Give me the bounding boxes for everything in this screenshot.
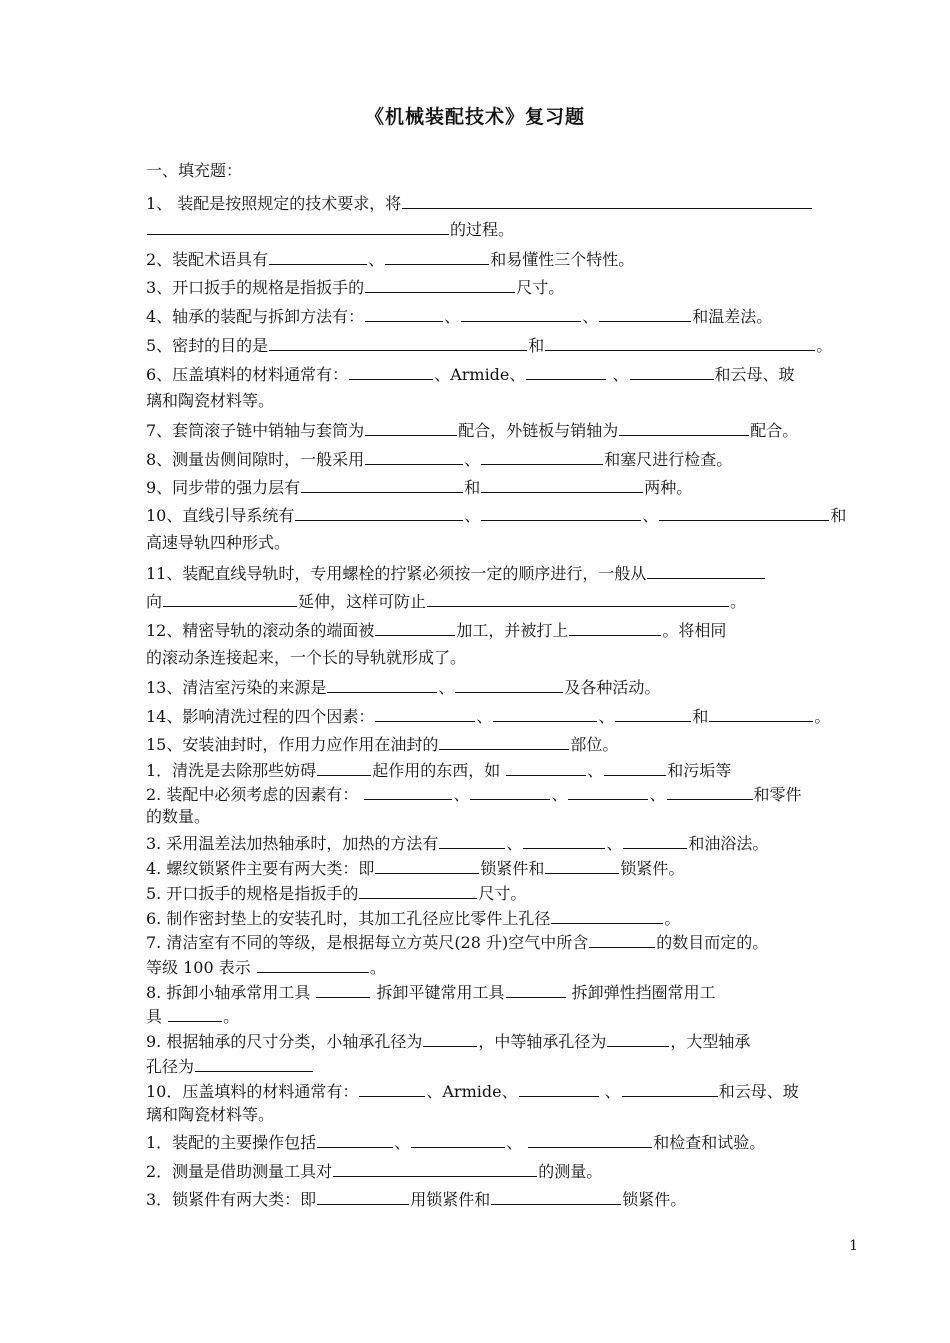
question-text: 8. 拆卸小轴承常用工具	[146, 983, 316, 1002]
document-title: 《机械装配技术》复习题	[364, 106, 585, 128]
question-line	[146, 733, 858, 755]
answer-blank[interactable]	[506, 759, 586, 776]
question-text: 具	[146, 1007, 168, 1026]
answer-blank[interactable]	[519, 1080, 599, 1097]
answer-blank[interactable]	[195, 1055, 313, 1072]
question-text: 12、精密导轨的滚动条的端面被	[146, 621, 375, 640]
question-line	[146, 448, 858, 470]
question-line	[146, 532, 858, 554]
answer-blank[interactable]	[481, 504, 641, 521]
question-line	[146, 562, 858, 584]
answer-blank[interactable]	[423, 1030, 477, 1047]
answer-blank[interactable]	[481, 476, 643, 493]
question-text: 和易懂性三个特性。	[490, 250, 635, 269]
answer-blank[interactable]	[365, 305, 443, 322]
question-text: 5、密封的目的是	[146, 336, 269, 355]
answer-blank[interactable]	[365, 276, 515, 293]
question-text: 部位。	[570, 735, 619, 754]
question-text: 11、装配直线导轨时，专用螺栓的拧紧必须按一定的顺序进行，一般从	[146, 564, 647, 583]
question-text: 向	[146, 592, 163, 611]
answer-blank[interactable]	[607, 1030, 669, 1047]
question-text: 、Armide、	[426, 1082, 518, 1101]
question-line	[146, 806, 858, 828]
answer-blank[interactable]	[667, 783, 753, 800]
question-text: 1、 装配是按照规定的技术要求，将	[146, 194, 402, 213]
answer-blank[interactable]	[545, 857, 619, 874]
question-text: 、	[506, 834, 523, 853]
question-line	[146, 619, 858, 641]
question-text: 拆卸弹性挡圈常用工	[566, 983, 716, 1002]
answer-blank[interactable]	[545, 334, 815, 351]
question-text: 和塞尺进行检查。	[604, 450, 733, 469]
answer-blank[interactable]	[506, 981, 566, 998]
question-text: 6、压盖填料的材料通常有：	[146, 365, 349, 384]
answer-blank[interactable]	[569, 619, 661, 636]
answer-blank[interactable]	[647, 562, 765, 579]
question-text: 3、开口扳手的规格是指扳手的	[146, 278, 365, 297]
question-text: 和云母、玻	[714, 365, 795, 384]
question-text: 、	[394, 1133, 411, 1152]
question-line	[146, 390, 858, 412]
question-text: 5. 开口扳手的规格是指扳手的	[146, 884, 359, 903]
question-line	[146, 676, 858, 698]
question-text: 的滚动条连接起来，一个长的导轨就形成了。	[146, 648, 467, 667]
question-text: 和油浴法。	[688, 834, 769, 853]
answer-blank[interactable]	[659, 504, 829, 521]
question-text: 2．测量是借助测量工具对	[146, 1162, 333, 1181]
question-text: 高速导轨四种形式。	[146, 533, 291, 552]
question-line	[146, 832, 858, 854]
question-line	[146, 981, 858, 1003]
answer-blank[interactable]	[470, 783, 550, 800]
question-text: 、	[453, 785, 470, 804]
answer-blank[interactable]	[619, 419, 749, 436]
question-text: 、	[607, 365, 629, 384]
question-text: 尺寸。	[478, 884, 527, 903]
question-text: 3．锁紧件有两大类：即	[146, 1190, 317, 1209]
question-text: 4. 螺纹锁紧件主要有两大类：即	[146, 859, 375, 878]
question-line	[146, 705, 858, 727]
question-line	[146, 363, 858, 385]
question-text: 10．压盖填料的材料通常有：	[146, 1082, 359, 1101]
answer-blank[interactable]	[481, 448, 603, 465]
question-text: 9、同步带的强力层有	[146, 478, 301, 497]
question-text: 。	[664, 909, 681, 928]
question-line	[146, 476, 858, 498]
answer-blank[interactable]	[168, 1005, 222, 1022]
answer-blank[interactable]	[589, 931, 655, 948]
answer-blank[interactable]	[599, 305, 691, 322]
answer-blank[interactable]	[269, 248, 367, 265]
question-line	[146, 248, 858, 270]
question-line	[146, 1104, 858, 1126]
answer-blank[interactable]	[551, 907, 663, 924]
question-text: 的过程。	[450, 220, 515, 239]
answer-blank[interactable]	[327, 676, 437, 693]
question-text: 、	[506, 1133, 528, 1152]
answer-blank[interactable]	[147, 218, 449, 235]
answer-blank[interactable]	[317, 1188, 409, 1205]
answer-blank[interactable]	[623, 832, 687, 849]
question-text: 。	[816, 336, 833, 355]
question-text: 和零件	[753, 785, 802, 804]
question-text: 、	[368, 250, 385, 269]
question-text: 和	[830, 506, 847, 525]
answer-blank[interactable]	[455, 676, 563, 693]
question-text: 、Armide、	[434, 365, 526, 384]
answer-blank[interactable]	[359, 882, 477, 899]
question-text: 9. 根据轴承的尺寸分类，小轴承孔径为	[146, 1032, 423, 1051]
question-text: 、	[476, 707, 493, 726]
question-line	[146, 590, 858, 612]
question-text: 10、直线引导系统有	[146, 506, 295, 525]
answer-blank[interactable]	[349, 363, 433, 380]
question-text: 的测量。	[538, 1162, 603, 1181]
question-text: 、	[642, 506, 659, 525]
question-text: 加工，并被打上	[456, 621, 569, 640]
question-text: 7、套筒滚子链中销轴与套筒为	[146, 421, 365, 440]
question-text: 和	[528, 336, 545, 355]
question-text: 、	[464, 450, 481, 469]
answer-blank[interactable]	[568, 783, 648, 800]
question-text: 和	[692, 707, 709, 726]
question-text: 。	[730, 592, 747, 611]
answer-blank[interactable]	[411, 1131, 505, 1148]
question-text: 和污垢等	[667, 761, 732, 780]
answer-blank[interactable]	[493, 705, 597, 722]
question-text: 。	[223, 1007, 240, 1026]
question-text: ，中等轴承孔径为	[478, 1032, 607, 1051]
question-line	[146, 192, 858, 214]
answer-blank[interactable]	[709, 705, 813, 722]
question-text: 、	[587, 761, 604, 780]
question-text: 、	[464, 506, 481, 525]
answer-blank[interactable]	[295, 504, 463, 521]
question-text: 2. 装配中必须考虑的因素有：	[146, 785, 364, 804]
answer-blank[interactable]	[375, 857, 479, 874]
answer-blank[interactable]	[364, 783, 452, 800]
question-text: 8、测量齿侧间隙时，一般采用	[146, 450, 365, 469]
question-text: 的数目而定的。	[656, 933, 769, 952]
question-line	[146, 504, 858, 526]
question-line	[146, 218, 858, 240]
question-line	[146, 305, 858, 327]
question-text: 等级 100 表示	[146, 958, 256, 977]
question-text: 、	[599, 1082, 621, 1101]
answer-blank[interactable]	[622, 1080, 718, 1097]
question-text: 延伸，这样可防止	[298, 592, 427, 611]
answer-blank[interactable]	[427, 590, 729, 607]
question-text: 及各种活动。	[564, 678, 661, 697]
question-text: 配合。	[750, 421, 799, 440]
question-line	[146, 647, 858, 669]
question-line	[146, 1030, 858, 1052]
question-line	[146, 1005, 858, 1027]
question-line	[146, 1055, 858, 1077]
question-line	[146, 1160, 858, 1182]
answer-blank[interactable]	[528, 1131, 652, 1148]
answer-blank[interactable]	[604, 759, 666, 776]
question-text: 1．装配的主要操作包括	[146, 1133, 317, 1152]
answer-blank[interactable]	[375, 619, 455, 636]
question-text: 锁紧件和	[480, 859, 545, 878]
question-text: 6. 制作密封垫上的安装孔时，其加工孔径应比零件上孔径	[146, 909, 551, 928]
question-text: 13、清洁室污染的来源是	[146, 678, 327, 697]
question-line	[146, 1188, 858, 1210]
question-text: 。将相同	[662, 621, 727, 640]
answer-blank[interactable]	[523, 832, 605, 849]
question-text: 璃和陶瓷材料等。	[146, 391, 275, 410]
question-text: 和云母、玻	[718, 1082, 799, 1101]
question-text: 。	[814, 707, 831, 726]
answer-blank[interactable]	[269, 334, 527, 351]
answer-blank[interactable]	[317, 759, 371, 776]
question-text: 2、装配术语具有	[146, 250, 269, 269]
answer-blank[interactable]	[461, 305, 581, 322]
answer-blank[interactable]	[257, 956, 369, 973]
answer-blank[interactable]	[333, 1160, 537, 1177]
question-line	[146, 419, 858, 441]
question-text: 15、安装油封时，作用力应作用在油封的	[146, 735, 439, 754]
answer-blank[interactable]	[630, 363, 714, 380]
question-text: 、	[582, 307, 599, 326]
section-heading: 一、填充题：	[146, 161, 243, 180]
question-text: 璃和陶瓷材料等。	[146, 1105, 275, 1124]
answer-blank[interactable]	[385, 248, 489, 265]
question-text: 拆卸平键常用工具	[371, 983, 505, 1002]
question-text: 、	[438, 678, 455, 697]
question-text: 和温差法。	[692, 307, 773, 326]
answer-blank[interactable]	[163, 590, 297, 607]
page-number: 1	[849, 1238, 858, 1254]
answer-blank[interactable]	[359, 1080, 425, 1097]
question-line	[146, 931, 858, 953]
question-text: 、	[606, 834, 623, 853]
answer-blank[interactable]	[615, 705, 691, 722]
question-text: 用锁紧件和	[410, 1190, 491, 1209]
question-text: 、	[551, 785, 568, 804]
question-text: 、	[444, 307, 461, 326]
answer-blank[interactable]	[301, 476, 463, 493]
question-line	[146, 907, 858, 929]
question-line	[146, 759, 858, 781]
question-text: 的数量。	[146, 807, 211, 826]
question-text: 锁紧件。	[622, 1190, 687, 1209]
question-text: 和	[464, 478, 481, 497]
answer-blank[interactable]	[491, 1188, 621, 1205]
question-text: 两种。	[644, 478, 693, 497]
question-text: ，大型轴承	[670, 1032, 751, 1051]
question-text: 、	[598, 707, 615, 726]
question-text: 孔径为	[146, 1057, 195, 1076]
answer-blank[interactable]	[439, 733, 569, 750]
question-line	[146, 857, 858, 879]
question-line	[146, 334, 858, 356]
answer-blank[interactable]	[375, 705, 475, 722]
question-text: 14、影响清洗过程的四个因素：	[146, 707, 375, 726]
answer-blank[interactable]	[526, 363, 606, 380]
question-text: 4、轴承的装配与拆卸方法有：	[146, 307, 365, 326]
question-text: 。	[369, 958, 386, 977]
answer-blank[interactable]	[365, 419, 457, 436]
question-text: 起作用的东西，如	[372, 761, 506, 780]
question-text: 锁紧件。	[620, 859, 685, 878]
question-text: 、	[649, 785, 666, 804]
question-line	[146, 276, 858, 298]
question-line	[146, 1131, 858, 1153]
answer-blank[interactable]	[365, 448, 463, 465]
question-line	[146, 1080, 858, 1102]
question-line	[146, 783, 858, 805]
question-line	[146, 956, 858, 978]
question-text: 尺寸。	[516, 278, 565, 297]
question-line	[146, 882, 858, 904]
answer-blank[interactable]	[402, 192, 812, 209]
question-text: 1．清洗是去除那些妨碍	[146, 761, 317, 780]
question-text: 7. 清洁室有不同的等级，是根据每立方英尺(28 升)空气中所含	[146, 933, 589, 952]
answer-blank[interactable]	[317, 1131, 393, 1148]
question-text: 3. 采用温差法加热轴承时，加热的方法有	[146, 834, 439, 853]
question-text: 和检查和试验。	[653, 1133, 766, 1152]
answer-blank[interactable]	[316, 981, 370, 998]
question-text: 配合，外链板与销轴为	[458, 421, 619, 440]
answer-blank[interactable]	[439, 832, 505, 849]
